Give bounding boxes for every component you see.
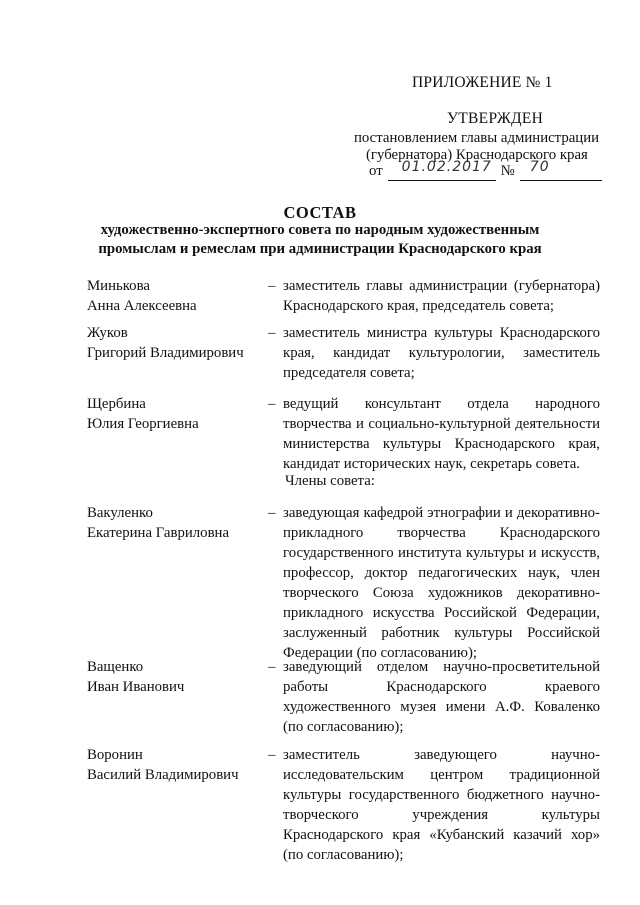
number-label: № <box>500 163 515 179</box>
handwritten-number: 70 <box>529 159 550 175</box>
dash: – <box>268 659 276 675</box>
dash: – <box>268 278 276 294</box>
decree-line-2: (губернатора) Краснодарского края <box>366 147 588 163</box>
decree-line-1: постановлением главы администрации <box>354 130 600 146</box>
approved-label: УТВЕРЖДЕН <box>447 110 544 127</box>
person-surname: Жуков <box>87 325 128 341</box>
document-title: СОСТАВ <box>283 203 357 222</box>
from-label: от <box>369 163 383 179</box>
subtitle-line-2: промыслам и ремеслам при администрации Краснодарского края <box>98 241 542 257</box>
dash: – <box>268 396 276 412</box>
person-description: ведущий консультант отдела народного творчества и социально-культурной деятельности министерства культуры Краснодарского края, кандидат исторических наук, секретарь совета. <box>283 396 600 472</box>
document-subtitle <box>96 221 544 259</box>
person-surname: Ващенко <box>87 659 144 675</box>
person-description: заместитель главы администрации (губернатора) Краснодарского края, председатель совета; <box>283 278 600 314</box>
person-surname: Воронин <box>87 747 143 763</box>
person-surname: Минькова <box>87 278 150 294</box>
person-given-name: Екатерина Гавриловна <box>87 525 230 541</box>
date-field <box>388 159 496 181</box>
subtitle-line-1: художественно-экспертного совета по народным художественным <box>100 222 540 238</box>
person-description: заведующая кафедрой этнографии и декоративно-прикладного творчества Краснодарского государственного института культуры и искусств, профессор, доктор педагогических наук, член творческого Союза художников декоративно-прикладного искусства Российской Федерации, заслуженный работник культуры Российской Федерации (по согласованию); <box>283 505 600 661</box>
person-description: заместитель заведующего научно-исследовательским центром традиционной культуры государственного бюджетного научно-творческого учреждения культуры Краснодарского края «Кубанский казачий хор» (по согласованию); <box>283 747 600 863</box>
person-name-block <box>87 745 239 785</box>
person-surname: Вакуленко <box>87 505 153 521</box>
appendix-label: ПРИЛОЖЕНИЕ № 1 <box>412 74 553 91</box>
person-given-name: Василий Владимирович <box>87 767 239 783</box>
dash: – <box>268 505 276 521</box>
decree-date-number-line <box>369 159 602 181</box>
dash: – <box>268 325 276 341</box>
person-description: заведующий отделом научно-просветительной работы Краснодарского краевого художественного музея имени А.Ф. Коваленко (по согласованию); <box>283 659 600 735</box>
person-surname: Щербина <box>87 396 146 412</box>
person-name-block <box>87 323 244 363</box>
person-name-block <box>87 503 229 543</box>
person-given-name: Юлия Георгиевна <box>87 416 199 432</box>
person-given-name: Григорий Владимирович <box>87 345 244 361</box>
members-label: Члены совета: <box>285 473 375 489</box>
dash: – <box>268 747 276 763</box>
number-field <box>520 159 602 181</box>
person-name-block <box>87 657 184 697</box>
person-name-block <box>87 276 197 316</box>
handwritten-date: 01.02.2017 <box>401 159 492 175</box>
person-name-block <box>87 394 199 434</box>
person-description: заместитель министра культуры Краснодарского края, кандидат культурологии, заместитель председателя совета; <box>283 325 600 381</box>
person-given-name: Анна Алексеевна <box>87 298 197 314</box>
person-given-name: Иван Иванович <box>87 679 185 695</box>
